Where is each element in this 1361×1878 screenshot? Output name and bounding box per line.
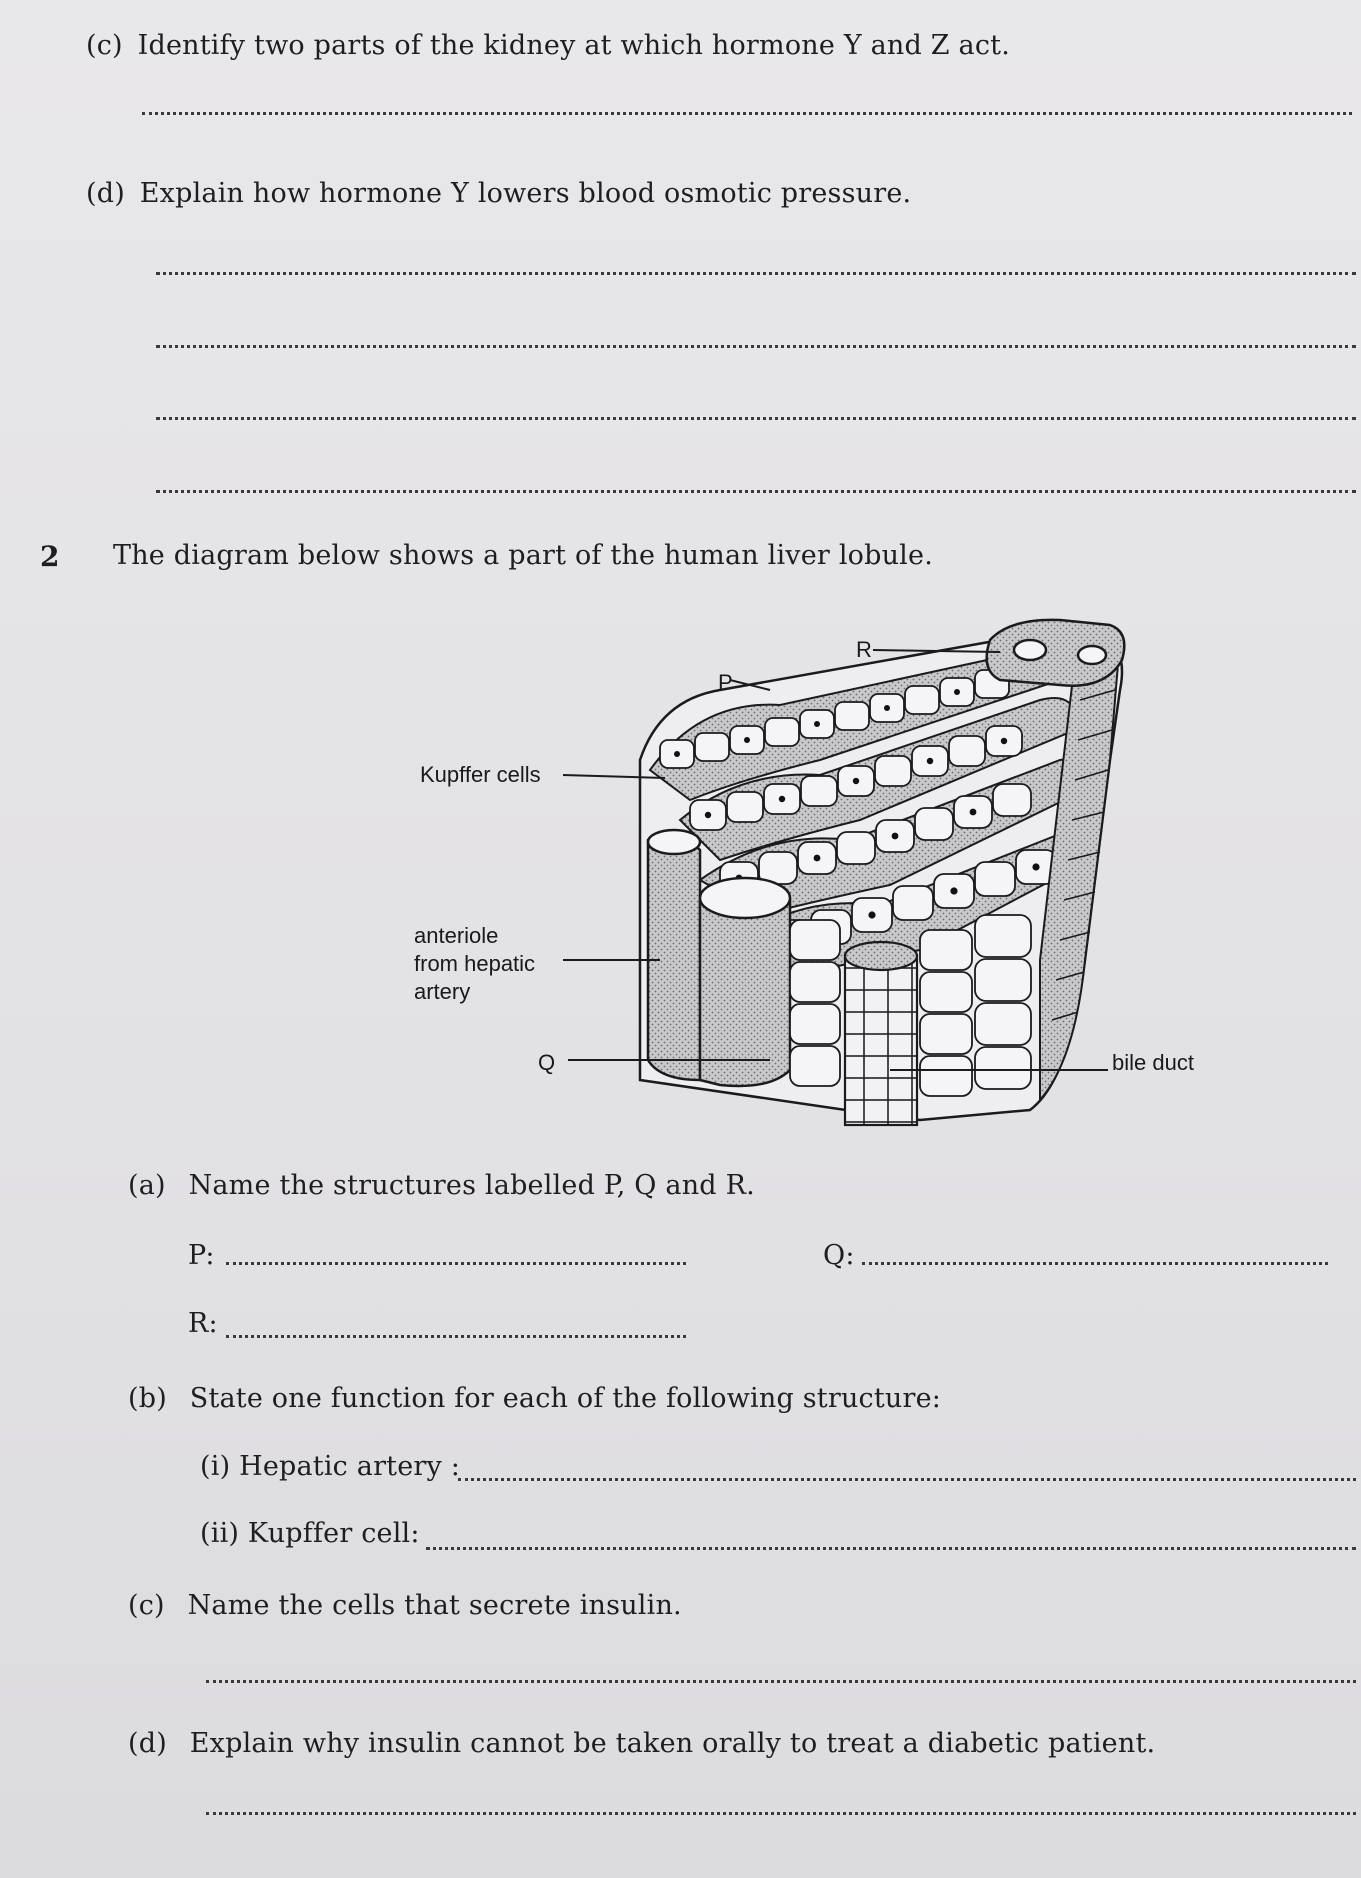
label-kupffer-cells: Kupffer cells (420, 762, 541, 787)
label-p: P (718, 670, 733, 695)
q2b-text: State one function for each of the following structure: (189, 1383, 942, 1414)
q2b-i-label: (i) Hepatic artery : (200, 1451, 461, 1482)
q2b-label: (b) (128, 1383, 167, 1414)
question-2-stem: The diagram below shows a part of the human liver lobule. (113, 540, 933, 571)
q2a-q-label: Q: (823, 1240, 855, 1271)
prev-c-label: (c) (86, 30, 123, 61)
label-r: R (856, 637, 872, 662)
answer-line-r[interactable] (226, 1335, 686, 1338)
q2b-ii-label: (ii) Kupffer cell: (200, 1518, 420, 1549)
central-bile-duct (845, 942, 917, 1125)
label-arteriole-line-3: artery (414, 979, 471, 1004)
answer-line-kupffer-cell[interactable] (426, 1547, 1356, 1550)
label-bile-duct: bile duct (1112, 1050, 1194, 1075)
answer-line-q2c[interactable] (206, 1680, 1356, 1683)
answer-line-hepatic-artery[interactable] (458, 1478, 1356, 1481)
label-q: Q (538, 1050, 556, 1075)
q2c-text: Name the cells that secrete insulin. (187, 1590, 682, 1621)
portal-vessel-r (987, 620, 1125, 686)
question-number: 2 (40, 540, 60, 573)
q2a-r-label: R: (188, 1308, 218, 1339)
answer-line-q2d[interactable] (206, 1812, 1356, 1815)
q2d-text: Explain why insulin cannot be taken orally to treat a diabetic patient. (189, 1728, 1156, 1759)
q2a-label: (a) (128, 1170, 166, 1201)
question-2a (128, 1170, 755, 1201)
prev-c-text: Identify two parts of the kidney at which hormone Y and Z act. (137, 30, 1010, 61)
q2c-label: (c) (128, 1590, 165, 1621)
question-2c (128, 1590, 682, 1621)
q2a-p-label: P: (188, 1240, 215, 1271)
prev-d-label: (d) (86, 178, 125, 209)
label-arteriole-line-1: anteriole (414, 923, 499, 948)
answer-line-p[interactable] (226, 1262, 686, 1265)
prev-d-text: Explain how hormone Y lowers blood osmotic pressure. (139, 178, 912, 209)
question-2d (128, 1728, 1155, 1759)
q2a-text: Name the structures labelled P, Q and R. (188, 1170, 755, 1201)
label-arteriole-line-2: from hepatic (414, 951, 536, 976)
answer-line-q[interactable] (862, 1262, 1328, 1265)
q2d-label: (d) (128, 1728, 167, 1759)
question-2b (128, 1383, 941, 1414)
